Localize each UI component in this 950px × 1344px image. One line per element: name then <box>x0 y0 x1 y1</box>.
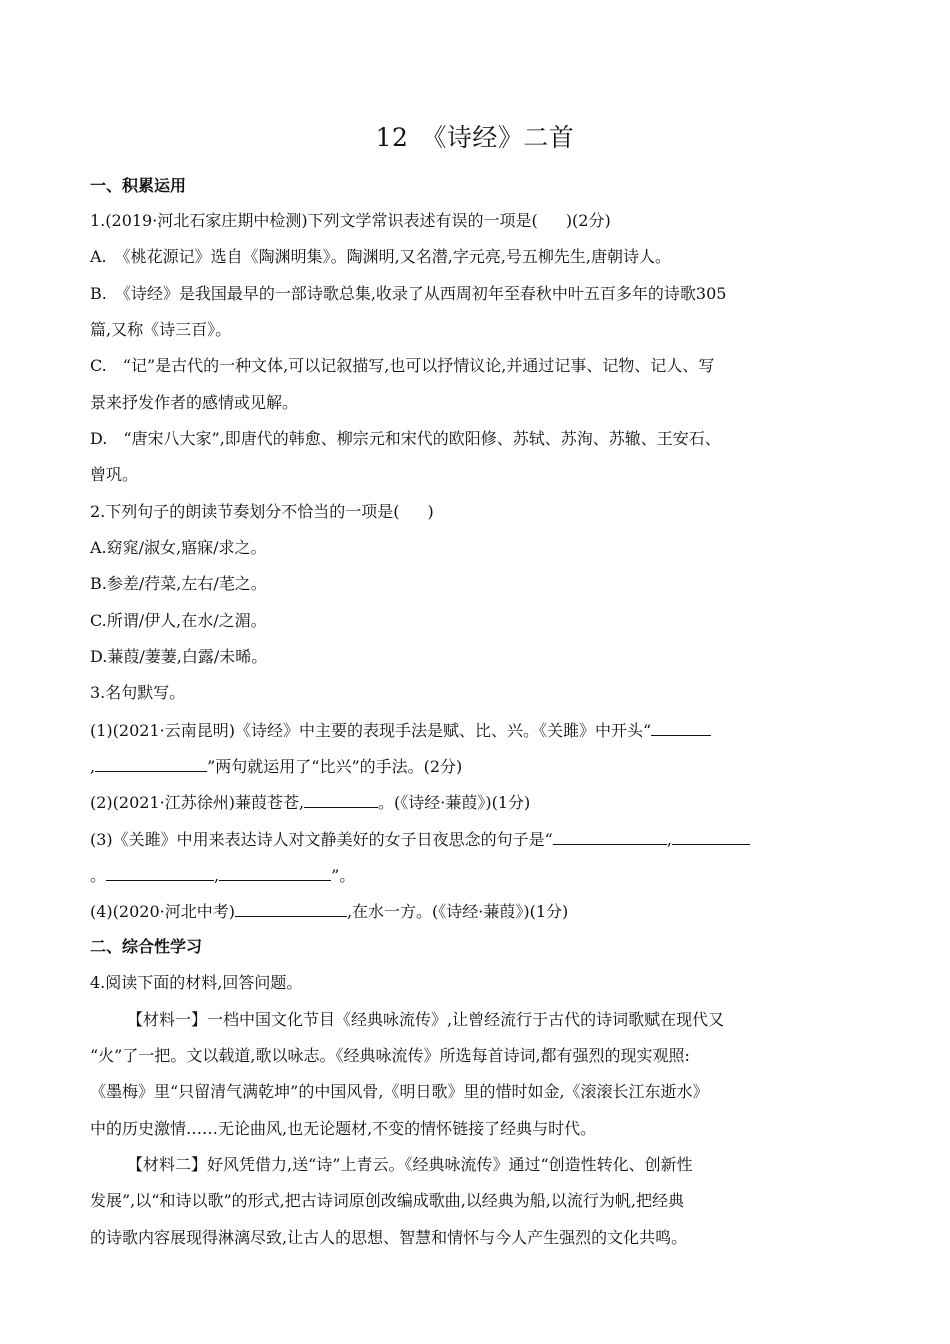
material-2-line3: 的诗歌内容展现得淋漓尽致,让古人的思想、智慧和情怀与今人产生强烈的文化共鸣。 <box>90 1228 688 1247</box>
question-1-option-b-line2: 篇,又称《诗三百》。 <box>90 320 232 339</box>
question-3-part-3-line1 <box>90 828 750 851</box>
question-2-option-a: A.窈窕/淑女,寤寐/求之。 <box>90 538 267 557</box>
question-3-part-2-tail: 。(《诗经·蒹葭》)(1分) <box>378 793 531 812</box>
question-1-option-a: A. 《桃花源记》选自《陶渊明集》。陶渊明,又名潜,字元亮,号五柳先生,唐朝诗人。 <box>90 247 671 266</box>
question-1-stem <box>90 210 611 232</box>
question-2-stem <box>90 501 434 523</box>
question-1-stem-text: 1.(2019·河北石家庄期中检测)下列文学常识表述有误的一项是( <box>90 211 538 230</box>
material-1-line4: 中的历史激情……无论曲风,也无论题材,不变的情怀链接了经典与时代。 <box>90 1119 597 1138</box>
question-3-part-1-text: (1)(2021·云南昆明)《诗经》中主要的表现手法是赋、比、兴。《关雎》中开头“ <box>90 721 652 740</box>
material-1-line3: 《墨梅》里“只留清气满乾坤”的中国风骨,《明日歌》里的惜时如金,《滚滚长江东逝水》 <box>90 1082 709 1101</box>
fill-blank[interactable] <box>553 828 667 845</box>
question-3-part-4-text: (4)(2020·河北中考) <box>90 902 235 921</box>
question-2-option-c: C.所谓/伊人,在水/之湄。 <box>90 611 267 630</box>
section-heading-accumulation: 一、积累运用 <box>90 176 187 195</box>
question-2-stem-text: 2.下列句子的朗读节奏划分不恰当的一项是( <box>90 502 400 521</box>
question-3-part-2 <box>90 791 530 814</box>
material-1-line2: “火”了一把。文以载道,歌以咏志。《经典咏流传》所选每首诗词,都有强烈的现实观照: <box>90 1046 690 1065</box>
comma: , <box>666 830 672 849</box>
section-heading-comprehensive: 二、综合性学习 <box>90 937 203 956</box>
question-3-part-2-text: (2)(2021·江苏徐州)蒹葭苍苍, <box>90 793 305 812</box>
material-2-line2: 发展”,以“和诗以歌”的形式,把古诗词原创改编成歌曲,以经典为船,以流行为帆,把经典 <box>90 1191 684 1210</box>
page-title: 12 《诗经》二首 <box>375 123 575 152</box>
question-3-stem: 3.名句默写。 <box>90 683 186 702</box>
question-2-option-b: B.参差/荇菜,左右/芼之。 <box>90 574 267 593</box>
fill-blank[interactable] <box>219 864 331 881</box>
question-3-part-1-tail: ”两句就运用了“比兴”的手法。(2分) <box>207 757 463 776</box>
question-2-option-d: D.蒹葭/萋萋,白露/未晞。 <box>90 647 268 666</box>
question-3-part-3-line2 <box>90 864 355 887</box>
material-2-line1: 【材料二】好风凭借力,送“诗”上青云。《经典咏流传》通过“创造性转化、创新性 <box>127 1155 693 1174</box>
question-1-option-d-line2: 曾巩。 <box>90 465 139 484</box>
question-1-score: )(2分) <box>565 211 611 230</box>
question-3-part-4-tail: ,在水一方。(《诗经·蒹葭》)(1分) <box>346 902 569 921</box>
fill-blank[interactable] <box>235 900 347 917</box>
question-2-close-paren: ) <box>427 502 434 521</box>
question-3-part-1-line2 <box>90 755 462 778</box>
fill-blank[interactable] <box>651 719 711 736</box>
question-3-part-3-tail: ”。 <box>331 866 356 885</box>
period: 。 <box>90 866 107 885</box>
question-1-option-c-line1: C. “记”是古代的一种文体,可以记叙描写,也可以抒情议论,并通过记事、记物、记人、写 <box>90 356 715 375</box>
fill-blank[interactable] <box>304 791 378 808</box>
material-1-line1: 【材料一】一档中国文化节目《经典咏流传》,让曾经流行于古代的诗词歌赋在现代又 <box>127 1010 725 1029</box>
question-3-part-4 <box>90 900 568 923</box>
fill-blank[interactable] <box>672 828 750 845</box>
question-1-option-b-line1: B. 《诗经》是我国最早的一部诗歌总集,收录了从西周初年至春秋中叶五百多年的诗歌305 <box>90 284 727 303</box>
fill-blank[interactable] <box>106 864 214 881</box>
question-4-stem: 4.阅读下面的材料,回答问题。 <box>90 973 303 992</box>
question-1-option-c-line2: 景来抒发作者的感情或见解。 <box>90 393 299 412</box>
question-3-part-1-line1 <box>90 719 711 742</box>
question-3-part-3-text: (3)《关雎》中用来表达诗人对文静美好的女子日夜思念的句子是“ <box>90 830 553 849</box>
comma: , <box>214 866 220 885</box>
fill-blank[interactable] <box>95 755 207 772</box>
comma: , <box>90 757 96 776</box>
question-1-option-d-line1: D. “唐宋八大家”,即唐代的韩愈、柳宗元和宋代的欧阳修、苏轼、苏洵、苏辙、王安石、 <box>90 429 721 448</box>
